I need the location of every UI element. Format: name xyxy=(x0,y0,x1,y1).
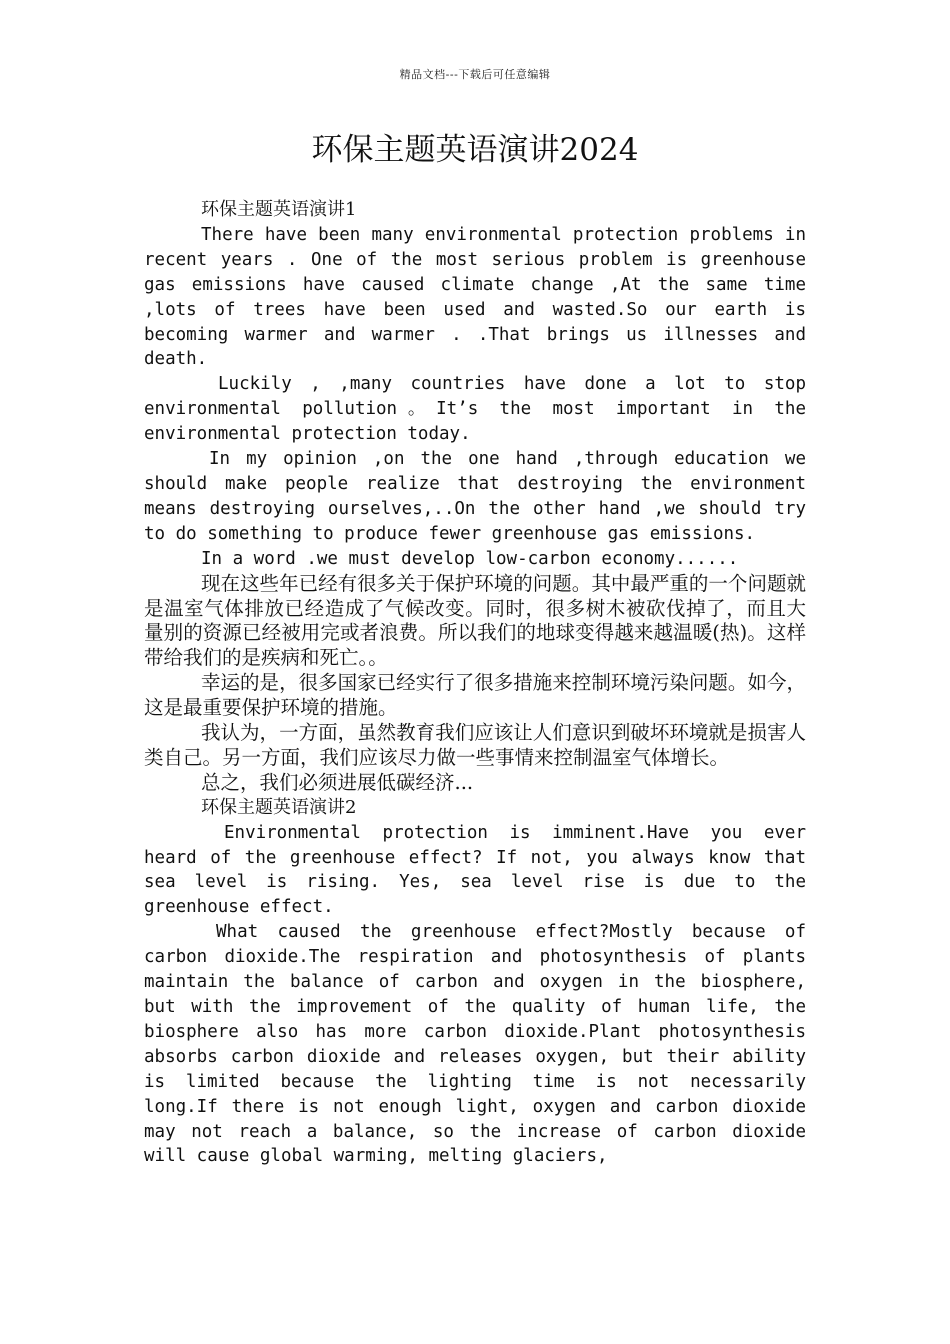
section-heading-2: 环保主题英语演讲2 xyxy=(201,796,357,818)
paragraph-zh-4: 总之，我们必须进展低碳经济... xyxy=(201,770,474,794)
header-note: 精品文档---下载后可任意编辑 xyxy=(399,68,551,81)
paragraph-zh-1: 现在这些年已经有很多关于保护环境的问题。其中最严重的一个问题就是温室气体排放已经造成了气候改变。同时，很多树木被砍伐掉了，而且大量别的资源已经被用完或者浪费。所以我们的地球变得越来越温暖(热)。这样带给我们的是疾病和死亡。。 xyxy=(144,571,806,670)
paragraph-en-4: In a word .we must develop low-carbon economy...... xyxy=(201,548,739,569)
paragraph-en-1: There have been many environmental protection problems in recent years . One of the most serious problem is greenhouse gas emissions have caused climate change ,At the same time ,lots of trees have been used and wasted.So our earth is becoming warmer and warmer . .That brings us illnesses and death. xyxy=(144,224,806,370)
paragraph-en-2: Luckily , ,many countries have done a lot to stop environmental pollution。It’s the most important in the environmental protection today. xyxy=(144,374,806,445)
paragraph-zh-3: 我认为，一方面，虽然教育我们应该让人们意识到破坏环境就是损害人类自己。另一方面，我们应该尽力做一些事情来控制温室气体增长。 xyxy=(144,721,806,769)
page-title: 环保主题英语演讲2024 xyxy=(311,132,639,168)
section-heading-1: 环保主题英语演讲1 xyxy=(201,199,357,220)
paragraph-en-5: Environmental protection is imminent.Have you ever heard of the greenhouse effect? If not, you always know that sea level is rising. Yes, sea level rise is due to the greenhouse effect. xyxy=(144,822,806,918)
paragraph-en-6: What caused the greenhouse effect?Mostly because of carbon dioxide.The respiration and photosynthesis of plants maintain the balance of carbon and oxygen in the biosphere, but with the improvement of the quality of human life, the biosphere also has more carbon dioxide.Plant photosynthesis absorbs carbon dioxide and releases oxygen, but their ability is limited because the lighting time is not necessarily long.If there is not enough light, oxygen and carbon dioxide may not reach a balance, so the increase of carbon dioxide will cause global warming, melting glaciers, xyxy=(144,922,806,1167)
paragraph-en-3: In my opinion ,on the one hand ,through education we should make people realize that destroying the environment means destroying ourselves,..On the other hand ,we should try to do something to produce fewer greenhouse gas emissions. xyxy=(144,449,806,544)
paragraph-zh-2: 幸运的是，很多国家已经实行了很多措施来控制环境污染问题。如今，这是最重要保护环境的措施。 xyxy=(144,671,806,720)
document-body xyxy=(144,198,806,1169)
